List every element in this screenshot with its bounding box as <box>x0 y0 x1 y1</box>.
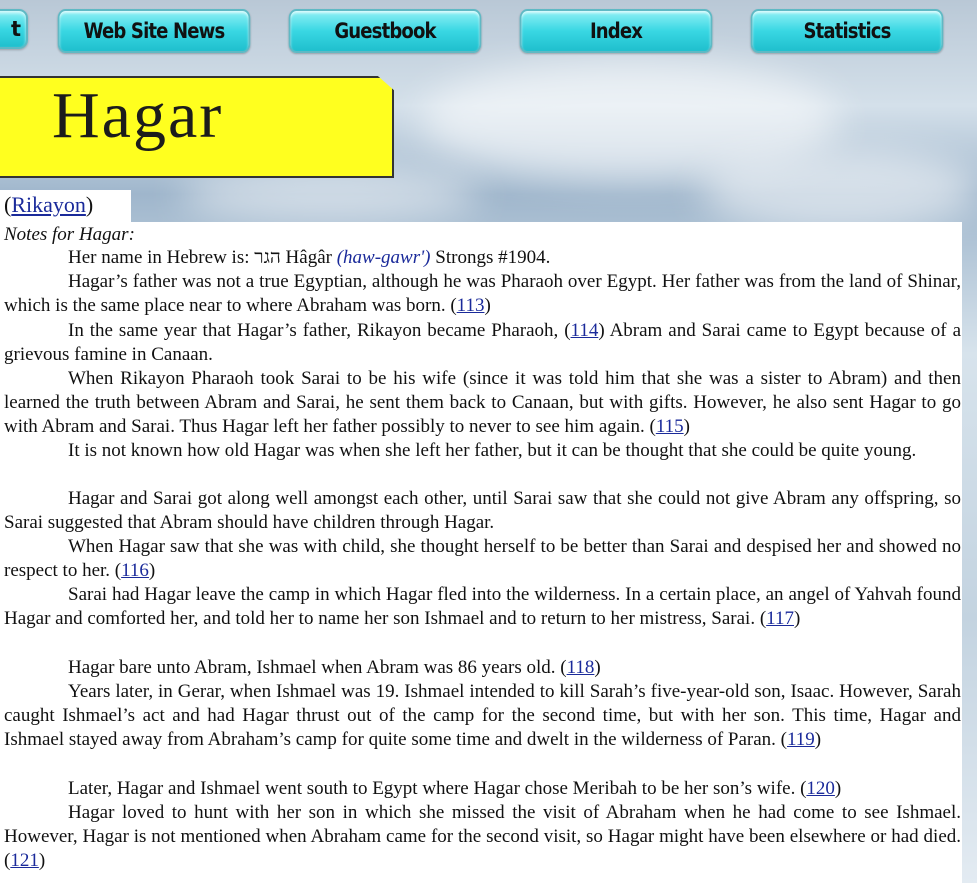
footnote-link-118[interactable]: 118 <box>566 657 595 678</box>
note-paragraph <box>4 270 961 318</box>
paragraph-text: ) <box>683 416 690 437</box>
paren-close: ) <box>85 192 94 217</box>
note-paragraph <box>4 246 961 270</box>
nav-button-guestbook[interactable]: Guestbook <box>289 9 482 53</box>
paragraph-text: It is not known how old Hagar was when she left her father, but it can be thought that she could be quite young. <box>68 440 917 461</box>
paragraph-text: ) <box>814 729 822 750</box>
paragraph-text: Hagar bare unto Abram, Ishmael when Abram was 86 years old. ( <box>68 657 567 678</box>
note-paragraph <box>4 439 961 463</box>
cloud-decoration <box>700 150 977 230</box>
paragraph-text: Years later, in Gerar, when Ishmael was 19. Ishmael intended to kill Sarah’s five-year-old son, Isaac. However, Sarah caught Ishmael’s act and had Hagar thrust out of the camp for the second time, but with her son. This time, Hagar and Ishmael stayed away from Abraham’s camp for quite some time and dwelt in the wilderness of Paran. ( <box>4 681 961 750</box>
footnote-link-115[interactable]: 115 <box>655 416 684 437</box>
note-paragraph <box>4 487 961 535</box>
note-paragraph <box>4 583 961 631</box>
paragraph-text: In the same year that Hagar’s father, Rikayon became Pharaoh, ( <box>68 320 571 341</box>
footnote-link-120[interactable]: 120 <box>806 778 835 799</box>
footnote-link-121[interactable]: 121 <box>10 850 39 871</box>
page-title: Hagar <box>52 79 224 152</box>
note-paragraph <box>4 319 961 367</box>
note-paragraph <box>4 535 961 583</box>
paragraph-text: Later, Hagar and Ishmael went south to Egypt where Hagar chose Meribah to be her son’s wife. ( <box>68 778 807 799</box>
nav-button-partial[interactable]: t <box>0 9 28 49</box>
nav-button-index[interactable]: Index <box>520 9 713 53</box>
note-paragraph <box>4 656 961 680</box>
paragraph-text: Sarai had Hagar leave the camp in which Hagar fled into the wilderness. In a certain place, an angel of Yahvah found Hagar and comforted her, and told her to name her son Ishmael and to return to her mistress, Sarai. ( <box>4 584 961 629</box>
paragraph-text: Hagar and Sarai got along well amongst each other, until Sarai saw that she could not give Abram any offspring, so Sarai suggested that Abram should have children through Hagar. <box>4 488 961 533</box>
note-paragraph <box>4 680 961 752</box>
paragraph-text: When Rikayon Pharaoh took Sarai to be his wife (since it was told him that she was a sister to Abram) and then learned the truth between Abram and Sarai, he sent them back to Canaan, but with gifts. However, he also sent Hagar to go with Abram and Sarai. Thus Hagar left her father possibly to never to see him again. ( <box>4 368 961 437</box>
footnote-link-116[interactable]: 116 <box>121 560 149 581</box>
paragraph-text: Her name in Hebrew is: הגר Hâgâr <box>68 247 337 268</box>
note-paragraph <box>4 367 961 439</box>
paragraph-text: When Hagar saw that she was with child, she thought herself to be better than Sarai and despised her and showed no respect to her. ( <box>4 536 961 581</box>
nav-button-web-site-news[interactable]: Web Site News <box>58 9 251 53</box>
paragraph-text: ) <box>484 295 491 316</box>
paragraph-text: ) <box>594 657 601 678</box>
paragraph-text: ) <box>793 608 801 629</box>
paragraph-text: ) <box>148 560 156 581</box>
paragraph-text: Hagar loved to hunt with her son in which she missed the visit of Abraham when he had come to see Ishmael. However, Hagar is not mentioned when Abraham came for the second visit, so Hagar might have been elsewhere or had died. ( <box>4 802 961 871</box>
transliteration: (haw-gawr') <box>336 247 431 268</box>
parent-link-rikayon[interactable]: Rikayon <box>11 192 86 217</box>
paragraph-text: ) <box>38 850 46 871</box>
notes-heading: Notes for Hagar: <box>4 224 135 245</box>
paragraph-text: ) Abram and Sarai came to Egypt because of a grievous famine in Canaan. <box>4 320 962 365</box>
note-paragraph <box>4 801 961 873</box>
footnote-link-117[interactable]: 117 <box>766 608 794 629</box>
footnote-link-119[interactable]: 119 <box>787 729 815 750</box>
paragraph-text: Hagar’s father was not a true Egyptian, although he was Pharaoh over Egypt. Her father was from the land of Shinar, which is the same place near to where Abraham was born. ( <box>4 271 961 316</box>
note-paragraph <box>4 777 961 801</box>
paragraph-text: Strongs #1904. <box>430 247 551 268</box>
footnote-link-113[interactable]: 113 <box>456 295 485 316</box>
footnote-link-114[interactable]: 114 <box>570 320 599 341</box>
parent-link-line <box>4 192 93 218</box>
nav-button-statistics[interactable]: Statistics <box>751 9 944 53</box>
paren-open: ( <box>4 192 12 217</box>
paragraph-text: ) <box>834 778 842 799</box>
